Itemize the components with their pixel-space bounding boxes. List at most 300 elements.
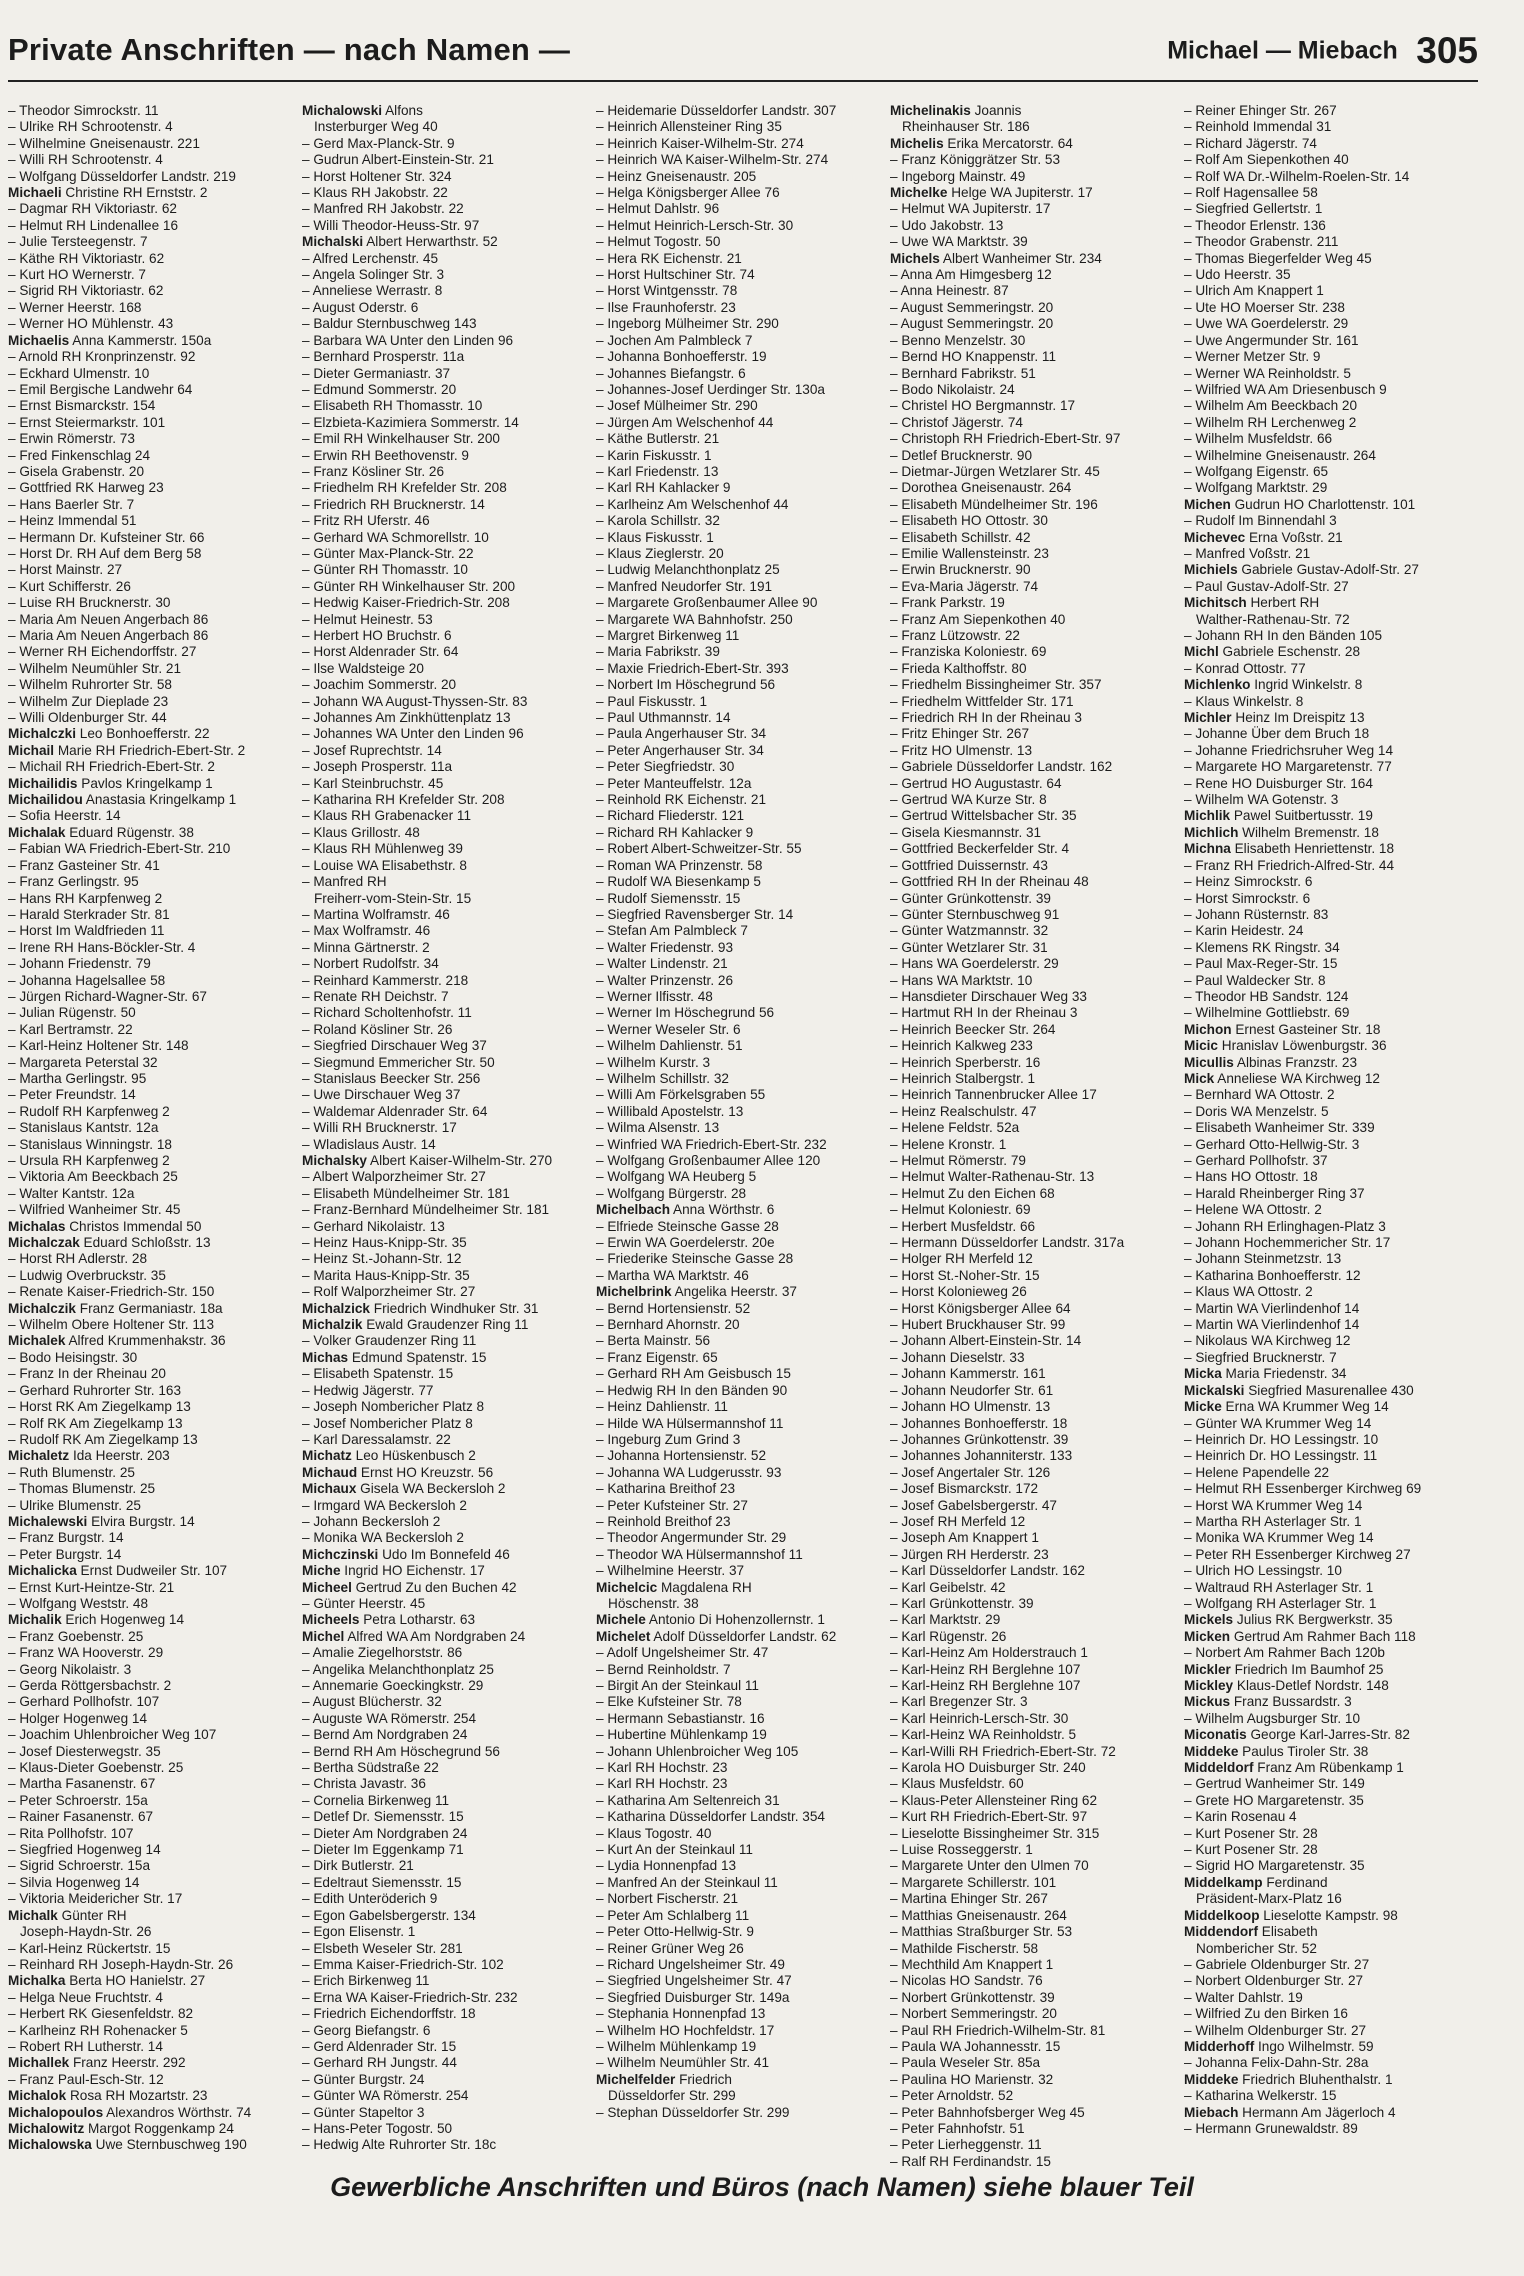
directory-entry: – Martin WA Vierlindenhof 14 bbox=[1184, 1317, 1360, 1333]
directory-entry: – Wilhelm Neumühler Str. 41 bbox=[596, 2055, 770, 2071]
directory-entry: – Gottfried RH In der Rheinau 48 bbox=[890, 874, 1089, 890]
directory-entry: – Ulrich Am Knappert 1 bbox=[1184, 283, 1324, 299]
directory-entry: – Paul Max-Reger-Str. 15 bbox=[1184, 956, 1338, 972]
directory-entry: – Heinrich Beecker Str. 264 bbox=[890, 1021, 1056, 1037]
directory-entry: Michel Alfred WA Am Nordgraben 24 bbox=[302, 1628, 526, 1644]
directory-entry: Walther-Rathenau-Str. 72 bbox=[1196, 611, 1350, 627]
directory-entry: Michler Heinz Im Dreispitz 13 bbox=[1184, 710, 1365, 726]
directory-entry: Düsseldorfer Str. 299 bbox=[608, 2088, 736, 2104]
directory-entry: – August Oderstr. 6 bbox=[302, 299, 419, 315]
directory-entry: – Franz Königgrätzer Str. 53 bbox=[890, 152, 1061, 168]
directory-entry: – Gerd Aldenrader Str. 15 bbox=[302, 2038, 457, 2054]
directory-entry: – Rudolf WA Biesenkamp 5 bbox=[596, 874, 761, 890]
directory-entry: Michalewski Elvira Burgstr. 14 bbox=[8, 1513, 195, 1529]
directory-entry: – Ursula RH Karpfenweg 2 bbox=[8, 1153, 170, 1168]
directory-entry: – Horst St.-Noher-Str. 15 bbox=[890, 1267, 1040, 1283]
directory-entry: – Friedrich RH Brucknerstr. 14 bbox=[302, 496, 485, 512]
surname: Mickus bbox=[1184, 1694, 1231, 1710]
directory-entry: – Elzbieta-Kazimiera Sommerstr. 14 bbox=[302, 414, 519, 430]
directory-entry: – Helmut Koloniestr. 69 bbox=[890, 1202, 1031, 1218]
directory-entry: – Horst RK Am Ziegelkamp 13 bbox=[8, 1399, 191, 1415]
directory-entry: – Julian Rügenstr. 50 bbox=[8, 1005, 136, 1021]
directory-entry: – Gertrud Wanheimer Str. 149 bbox=[1184, 1776, 1365, 1792]
directory-entry: – Herbert RK Giesenfeldstr. 82 bbox=[8, 2006, 194, 2022]
directory-entry: – Heinz Gneisenaustr. 205 bbox=[596, 168, 757, 184]
directory-entry: – Fritz HO Ulmenstr. 13 bbox=[890, 742, 1033, 758]
directory-entry: – Franz Goebenstr. 25 bbox=[8, 1628, 144, 1644]
directory-entry: – Waltraud RH Asterlager Str. 1 bbox=[1184, 1579, 1374, 1595]
directory-entry: – Stanislaus Beecker Str. 256 bbox=[302, 1070, 481, 1086]
directory-entry: – Karl Grünkottenstr. 39 bbox=[890, 1595, 1034, 1611]
directory-entry: – Willi RH Brucknerstr. 17 bbox=[302, 1120, 457, 1136]
directory-entry: – Peter Manteuffelstr. 12a bbox=[596, 775, 752, 791]
directory-entry: – Siegfried Ravensberger Str. 14 bbox=[596, 906, 794, 922]
directory-entry: – Robert Albert-Schweitzer-Str. 55 bbox=[596, 841, 802, 857]
surname: Michalek bbox=[8, 1333, 66, 1349]
directory-entry: Michels Albert Wanheimer Str. 234 bbox=[890, 250, 1102, 266]
directory-entry: – Heinrich WA Kaiser-Wilhelm-Str. 274 bbox=[596, 152, 829, 168]
directory-entry: Michelbach Anna Wörthstr. 6 bbox=[596, 1202, 775, 1218]
directory-column-3 bbox=[596, 103, 890, 2125]
directory-entry: – Auguste WA Römerstr. 254 bbox=[302, 1710, 477, 1726]
directory-entry: – Heinz Immendal 51 bbox=[8, 513, 137, 529]
directory-entry: Midderhoff Ingo Wilhelmstr. 59 bbox=[1184, 2038, 1374, 2054]
directory-entry: Micic Hranislav Löwenburgstr. 36 bbox=[1184, 1038, 1387, 1054]
directory-entry: Mickalski Siegfried Masurenallee 430 bbox=[1184, 1382, 1414, 1398]
directory-entry: – Paula WA Johannesstr. 15 bbox=[890, 2038, 1061, 2054]
directory-entry: – Hansdieter Dirschauer Weg 33 bbox=[890, 988, 1087, 1004]
directory-entry: Middendorf Elisabeth bbox=[1184, 1924, 1318, 1940]
directory-entry: – Dieter Am Nordgraben 24 bbox=[302, 1825, 468, 1841]
directory-entry: – Cornelia Birkenweg 11 bbox=[302, 1792, 450, 1808]
directory-entry: – Günter Watzmannstr. 32 bbox=[890, 923, 1049, 939]
directory-entry: – Erwin Römerstr. 73 bbox=[8, 431, 135, 447]
directory-entry: – Horst Kolonieweg 26 bbox=[890, 1284, 1027, 1300]
directory-entry: – Hans RH Karpfenweg 2 bbox=[8, 890, 163, 906]
directory-entry: – Josef Bismarckstr. 172 bbox=[890, 1481, 1039, 1497]
directory-entry: – Katharina Düsseldorfer Landstr. 354 bbox=[596, 1809, 825, 1825]
directory-entry: Micka Maria Friedenstr. 34 bbox=[1184, 1366, 1347, 1382]
directory-entry: – Heinz Realschulstr. 47 bbox=[890, 1103, 1037, 1119]
directory-entry: – Gerda Röttgersbachstr. 2 bbox=[8, 1678, 172, 1693]
directory-entry: – August Semmeringstr. 20 bbox=[890, 316, 1054, 332]
directory-entry: – Johanna Hortensienstr. 52 bbox=[596, 1448, 767, 1464]
surname: Michalzik bbox=[302, 1317, 363, 1333]
directory-entry: – Peter Schroerstr. 15a bbox=[8, 1792, 148, 1808]
directory-entry: – Bernhard WA Ottostr. 2 bbox=[1184, 1087, 1335, 1103]
directory-entry: – Bertha Südstraße 22 bbox=[302, 1760, 439, 1776]
directory-entry: Präsident-Marx-Platz 16 bbox=[1196, 1891, 1342, 1907]
directory-entry: – Willi Am Förkelsgraben 55 bbox=[596, 1087, 766, 1103]
directory-entry: – Detlef Brucknerstr. 90 bbox=[890, 447, 1033, 463]
directory-entry: – Peter RH Essenberger Kirchweg 27 bbox=[1184, 1546, 1411, 1562]
directory-entry: – Luise Rosseggerstr. 1 bbox=[890, 1842, 1033, 1858]
directory-entry: – Fritz Ehinger Str. 267 bbox=[890, 726, 1030, 742]
directory-entry: – Kurt HO Wernerstr. 7 bbox=[8, 267, 146, 283]
directory-entry: – Johannes Grünkottenstr. 39 bbox=[890, 1431, 1069, 1447]
directory-entry: – Margarete Großenbaumer Allee 90 bbox=[596, 595, 818, 611]
directory-entry: – Karl Geibelstr. 42 bbox=[890, 1579, 1006, 1595]
directory-entry: – Karl-Heinz Rückertstr. 15 bbox=[8, 1940, 171, 1956]
surname: Michailidis bbox=[8, 775, 78, 791]
directory-entry: – Karl RH Hochstr. 23 bbox=[596, 1760, 728, 1776]
directory-entry: Michelbrink Angelika Heerstr. 37 bbox=[596, 1284, 797, 1300]
directory-entry: Michelinakis Joannis bbox=[890, 103, 1022, 118]
surname: Michelet bbox=[596, 1628, 651, 1644]
directory-entry: – Peter Siegfriedstr. 30 bbox=[596, 759, 735, 775]
directory-entry: – Siegfried Hogenweg 14 bbox=[8, 1842, 161, 1858]
directory-entry: – Ludwig Melanchthonplatz 25 bbox=[596, 562, 780, 578]
directory-entry: – Margareta Peterstal 32 bbox=[8, 1054, 158, 1070]
directory-entry: – Paul RH Friedrich-Wilhelm-Str. 81 bbox=[890, 2022, 1106, 2038]
directory-entry: – Werner HO Mühlenstr. 43 bbox=[8, 316, 174, 332]
directory-entry: – Johann Uhlenbroicher Weg 105 bbox=[596, 1743, 799, 1759]
directory-entry: – Helmut Heinestr. 53 bbox=[302, 611, 433, 627]
directory-entry: – Lydia Honnenpfad 13 bbox=[596, 1858, 737, 1874]
directory-entry: – Volker Graudenzer Ring 11 bbox=[302, 1333, 477, 1349]
directory-entry: Michailidou Anastasia Kringelkamp 1 bbox=[8, 792, 237, 808]
directory-entry: – Manfred RH bbox=[302, 874, 387, 890]
directory-entry: Michalik Erich Hogenweg 14 bbox=[8, 1612, 185, 1628]
directory-entry: – Stanislaus Kantstr. 12a bbox=[8, 1120, 159, 1136]
directory-entry: – Hans Baerler Str. 7 bbox=[8, 496, 135, 512]
footer-note: Gewerbliche Anschriften und Büros (nach Namen) siehe blauer Teil bbox=[330, 2172, 1194, 2202]
directory-entry: – Nicolas HO Sandstr. 76 bbox=[890, 1973, 1043, 1989]
directory-entry: – Helene Feldstr. 52a bbox=[890, 1120, 1020, 1136]
directory-entry: – Frieda Kalthoffstr. 80 bbox=[890, 660, 1027, 676]
directory-entry: – Gerhard Ruhrorter Str. 163 bbox=[8, 1382, 182, 1398]
surname: Michlich bbox=[1184, 824, 1239, 840]
directory-entry: – Günter RH Winkelhauser Str. 200 bbox=[302, 578, 516, 594]
directory-entry: – Rolf Walporzheimer Str. 27 bbox=[302, 1284, 476, 1300]
directory-entry: Michalka Berta HO Hanielstr. 27 bbox=[8, 1973, 206, 1989]
directory-entry: – Elisabeth Spatenstr. 15 bbox=[302, 1366, 454, 1382]
directory-entry: – Wilfried Wanheimer Str. 45 bbox=[8, 1202, 181, 1218]
surname: Michalowski bbox=[302, 103, 383, 118]
surname: Michalok bbox=[8, 2088, 67, 2104]
directory-entry: – Annemarie Goeckingkstr. 29 bbox=[302, 1678, 484, 1693]
directory-entry: – Klaus RH Jakobstr. 22 bbox=[302, 185, 448, 201]
directory-entry: Miconatis George Karl-Jarres-Str. 82 bbox=[1184, 1727, 1410, 1743]
surname: Michevec bbox=[1184, 529, 1246, 545]
directory-entry: – Werner Heerstr. 168 bbox=[8, 299, 142, 315]
directory-entry: – Hubert Bruckhauser Str. 99 bbox=[890, 1317, 1066, 1333]
directory-entry: – Werner Metzer Str. 9 bbox=[1184, 349, 1321, 365]
directory-entry: – Johanna Felix-Dahn-Str. 28a bbox=[1184, 2055, 1369, 2071]
directory-entry: – Theodor HB Sandstr. 124 bbox=[1184, 988, 1349, 1004]
surname: Michon bbox=[1184, 1021, 1232, 1037]
directory-entry: – Günter Burgstr. 24 bbox=[302, 2071, 425, 2087]
directory-entry: – Helmut RH Essenberger Kirchweg 69 bbox=[1184, 1481, 1422, 1497]
directory-entry: Mickus Franz Bussardstr. 3 bbox=[1184, 1694, 1352, 1710]
directory-entry: Michen Gudrun HO Charlottenstr. 101 bbox=[1184, 496, 1416, 512]
directory-entry: – Franz Paul-Esch-Str. 12 bbox=[8, 2071, 164, 2087]
directory-entry: – Wilhelm HO Hochfeldstr. 17 bbox=[596, 2022, 775, 2038]
directory-entry: – Martina Ehinger Str. 267 bbox=[890, 1891, 1048, 1907]
directory-entry: – Paul Waldecker Str. 8 bbox=[1184, 972, 1326, 988]
directory-column-1 bbox=[8, 103, 302, 2153]
directory-entry: – Helene WA Ottostr. 2 bbox=[1184, 1202, 1322, 1218]
directory-entry: – Frank Parkstr. 19 bbox=[890, 595, 1005, 611]
directory-entry: – Gabriele Düsseldorfer Landstr. 162 bbox=[890, 759, 1113, 775]
directory-entry: – Horst Holtener Str. 324 bbox=[302, 168, 452, 184]
directory-entry: – Ingeborg Mülheimer Str. 290 bbox=[596, 316, 779, 332]
directory-entry: – Siegfried Dirschauer Weg 37 bbox=[302, 1038, 487, 1054]
section-title: Private Anschriften — nach Namen — bbox=[8, 32, 571, 67]
directory-entry: – Karl Steinbruchstr. 45 bbox=[302, 775, 444, 791]
directory-entry: – Helmut Zu den Eichen 68 bbox=[890, 1185, 1055, 1201]
directory-entry: – Dieter Im Eggenkamp 71 bbox=[302, 1842, 464, 1858]
surname: Michalopoulos bbox=[8, 2104, 104, 2120]
directory-entry: – Günter WA Römerstr. 254 bbox=[302, 2088, 469, 2104]
directory-entry: – Karin Heidestr. 24 bbox=[1184, 923, 1304, 939]
directory-entry: – Karl-Heinz RH Berglehne 107 bbox=[890, 1661, 1081, 1677]
surname: Michelfelder bbox=[596, 2071, 676, 2087]
directory-entry: – Jürgen Richard-Wagner-Str. 67 bbox=[8, 988, 207, 1004]
directory-entry: – Wolfgang RH Asterlager Str. 1 bbox=[1184, 1595, 1377, 1611]
directory-entry: Michiels Gabriele Gustav-Adolf-Str. 27 bbox=[1184, 562, 1419, 578]
directory-entry: Michalk Günter RH bbox=[8, 1907, 127, 1923]
surname: Michatz bbox=[302, 1448, 352, 1464]
directory-entry: – Erwin RH Beethovenstr. 9 bbox=[302, 447, 469, 463]
directory-entry: – Peter Am Schlalberg 11 bbox=[596, 1907, 750, 1923]
directory-entry: – Heinrich Sperberstr. 16 bbox=[890, 1054, 1041, 1070]
directory-entry: Michlik Pawel Suitbertusstr. 19 bbox=[1184, 808, 1373, 824]
surname: Michelke bbox=[890, 185, 948, 201]
directory-entry: – Reinhard Kammerstr. 218 bbox=[302, 972, 469, 988]
directory-entry: – Horst Simrockstr. 6 bbox=[1184, 890, 1311, 906]
directory-entry: – Willi RH Schrootenstr. 4 bbox=[8, 152, 163, 168]
directory-entry: – Josef RH Merfeld 12 bbox=[890, 1513, 1026, 1529]
directory-entry: – Klaus Winkelstr. 8 bbox=[1184, 693, 1304, 709]
directory-entry: – Horst Dr. RH Auf dem Berg 58 bbox=[8, 545, 202, 561]
surname: Micka bbox=[1184, 1366, 1222, 1382]
directory-entry: – Karl Düsseldorfer Landstr. 162 bbox=[890, 1563, 1085, 1579]
directory-entry: – Viktoria Am Beeckbach 25 bbox=[8, 1169, 178, 1185]
directory-entry: – Helmut Römerstr. 79 bbox=[890, 1153, 1026, 1168]
directory-entry: – Manfred Neudorfer Str. 191 bbox=[596, 578, 773, 594]
directory-entry: – Johann WA August-Thyssen-Str. 83 bbox=[302, 693, 528, 709]
directory-entry: Michitsch Herbert RH bbox=[1184, 595, 1320, 611]
directory-entry: – Monika WA Beckersloh 2 bbox=[302, 1530, 464, 1546]
directory-entry: Michail Marie RH Friedrich-Ebert-Str. 2 bbox=[8, 742, 246, 758]
directory-entry: Micheels Petra Lotharstr. 63 bbox=[302, 1612, 476, 1628]
surname: Michaelis bbox=[8, 332, 70, 348]
surname: Michl bbox=[1184, 644, 1219, 660]
directory-entry: – Theodor Erlenstr. 136 bbox=[1184, 217, 1326, 233]
directory-entry: – Wilhelm Zur Dieplade 23 bbox=[8, 693, 169, 709]
surname: Michaletz bbox=[8, 1448, 70, 1464]
directory-entry: Miche Ingrid HO Eichenstr. 17 bbox=[302, 1563, 485, 1579]
directory-entry: – Helene Papendelle 22 bbox=[1184, 1464, 1330, 1480]
directory-entry: – Rudolf Siemensstr. 15 bbox=[596, 890, 741, 906]
surname: Michalowska bbox=[8, 2137, 92, 2153]
directory-entry: – Ruth Blumenstr. 25 bbox=[8, 1464, 135, 1480]
directory-entry: – Gabriele Oldenburger Str. 27 bbox=[1184, 1956, 1370, 1972]
directory-entry: – Franz Eigenstr. 65 bbox=[596, 1349, 718, 1365]
directory-entry: – Katharina RH Krefelder Str. 208 bbox=[302, 792, 505, 808]
directory-entry: – Joseph Nombericher Platz 8 bbox=[302, 1399, 485, 1415]
directory-entry: – Werner RH Eichendorffstr. 27 bbox=[8, 644, 197, 660]
directory-entry: – Johann Beckersloh 2 bbox=[302, 1513, 441, 1529]
surname: Miche bbox=[302, 1563, 341, 1579]
directory-entry: – Herbert Musfeldstr. 66 bbox=[890, 1218, 1036, 1234]
directory-entry: – Karl Marktstr. 29 bbox=[890, 1612, 1001, 1628]
directory-entry: – Heinrich Dr. HO Lessingstr. 10 bbox=[1184, 1431, 1379, 1447]
directory-entry: – Gerhard RH Jungstr. 44 bbox=[302, 2055, 457, 2071]
directory-entry: Middeke Friedrich Bluhenthalstr. 1 bbox=[1184, 2071, 1393, 2087]
directory-entry: – Sofia Heerstr. 14 bbox=[8, 808, 121, 824]
directory-entry: – Berta Mainstr. 56 bbox=[596, 1333, 711, 1349]
directory-entry: – Paula Weseler Str. 85a bbox=[890, 2055, 1041, 2071]
directory-entry: – Richard Ungelsheimer Str. 49 bbox=[596, 1956, 785, 1972]
directory-entry: Michelcic Magdalena RH bbox=[596, 1579, 752, 1595]
directory-entry: – Thomas Blumenstr. 25 bbox=[8, 1481, 156, 1497]
directory-entry: – Johann Neudorfer Str. 61 bbox=[890, 1382, 1054, 1398]
directory-entry: – Klaus RH Mühlenweg 39 bbox=[302, 841, 463, 857]
directory-entry: – Bernd RH Am Höschegrund 56 bbox=[302, 1743, 500, 1759]
directory-entry: – Karl-Heinz RH Berglehne 107 bbox=[890, 1678, 1081, 1693]
directory-entry: – Katharina Welkerstr. 15 bbox=[1184, 2088, 1337, 2104]
surname: Michaud bbox=[302, 1464, 358, 1480]
directory-entry: – Johann RH Erlinghagen-Platz 3 bbox=[1184, 1218, 1386, 1234]
directory-entry: – Edmund Sommerstr. 20 bbox=[302, 381, 457, 397]
directory-entry: – Elisabeth HO Ottostr. 30 bbox=[890, 513, 1048, 529]
directory-entry: – Heinz St.-Johann-Str. 12 bbox=[302, 1251, 462, 1267]
directory-entry: – Hermann Grunewaldstr. 89 bbox=[1184, 2120, 1358, 2136]
directory-entry: – Maxie Friedrich-Ebert-Str. 393 bbox=[596, 660, 789, 676]
surname: Middeke bbox=[1184, 2071, 1239, 2087]
directory-entry: Michalak Eduard Rügenstr. 38 bbox=[8, 824, 194, 840]
directory-entry: – Jochen Am Palmbleck 7 bbox=[596, 332, 753, 348]
directory-entry: – Christof Jägerstr. 74 bbox=[890, 414, 1023, 430]
directory-entry: – Hermann Düsseldorfer Landstr. 317a bbox=[890, 1235, 1125, 1251]
directory-entry: – Heinrich Dr. HO Lessingstr. 11 bbox=[1184, 1448, 1378, 1464]
directory-entry: – Siegfried Ungelsheimer Str. 47 bbox=[596, 1973, 792, 1989]
directory-entry: Michczinski Udo Im Bonnefeld 46 bbox=[302, 1546, 510, 1562]
directory-entry: – Elsbeth Weseler Str. 281 bbox=[302, 1940, 463, 1956]
directory-entry: – Angelika Melanchthonplatz 25 bbox=[302, 1661, 494, 1677]
directory-entry: – Siegfried Duisburger Str. 149a bbox=[596, 1989, 790, 2005]
directory-entry: Michaux Gisela WA Beckersloh 2 bbox=[302, 1481, 506, 1497]
surname: Michczinski bbox=[302, 1546, 379, 1562]
directory-entry: – Walter Lindenstr. 21 bbox=[596, 956, 728, 972]
directory-entry: – Mechthild Am Knappert 1 bbox=[890, 1956, 1054, 1972]
surname: Michels bbox=[890, 250, 940, 266]
directory-entry: Michon Ernest Gasteiner Str. 18 bbox=[1184, 1021, 1381, 1037]
directory-entry: – Roland Kösliner Str. 26 bbox=[302, 1021, 453, 1037]
directory-entry: – Franz RH Friedrich-Alfred-Str. 44 bbox=[1184, 857, 1395, 873]
directory-entry: – Renate RH Deichstr. 7 bbox=[302, 988, 449, 1004]
directory-entry: – Ulrike RH Schrootenstr. 4 bbox=[8, 119, 173, 135]
directory-entry: – Karl-Heinz Am Holderstrauch 1 bbox=[890, 1645, 1088, 1661]
directory-entry: Michalek Alfred Krummenhakstr. 36 bbox=[8, 1333, 226, 1349]
directory-entry: – Rolf RK Am Ziegelkamp 13 bbox=[8, 1415, 183, 1431]
directory-entry: – Günter Stapeltor 3 bbox=[302, 2104, 425, 2120]
surname: Michalk bbox=[8, 1907, 58, 1923]
directory-entry: – Peter Arnoldstr. 52 bbox=[890, 2088, 1014, 2104]
directory-entry: Michallek Franz Heerstr. 292 bbox=[8, 2055, 186, 2071]
directory-entry: Michevec Erna Voßstr. 21 bbox=[1184, 529, 1343, 545]
directory-entry: – Elisabeth Schillstr. 42 bbox=[890, 529, 1031, 545]
directory-entry: – Rudolf RK Am Ziegelkamp 13 bbox=[8, 1431, 198, 1447]
directory-entry: – Theodor Simrockstr. 11 bbox=[8, 103, 159, 118]
directory-entry: – Wilhelm Augsburger Str. 10 bbox=[1184, 1710, 1361, 1726]
directory-entry: Michalczak Eduard Schloßstr. 13 bbox=[8, 1235, 211, 1251]
directory-entry: – Marita Haus-Knipp-Str. 35 bbox=[302, 1267, 470, 1283]
directory-entry: – Rita Pollhofstr. 107 bbox=[8, 1825, 134, 1841]
directory-entry: – Roman WA Prinzenstr. 58 bbox=[596, 857, 763, 873]
directory-entry: – Walter Kantstr. 12a bbox=[8, 1185, 135, 1201]
directory-entry: – Edeltraut Siemensstr. 15 bbox=[302, 1874, 462, 1890]
directory-entry: – Margret Birkenweg 11 bbox=[596, 628, 740, 643]
directory-entry: Michelke Helge WA Jupiterstr. 17 bbox=[890, 185, 1093, 201]
directory-entry: – Margarete HO Margaretenstr. 77 bbox=[1184, 759, 1392, 775]
directory-entry: – Wilfried Zu den Birken 16 bbox=[1184, 2006, 1348, 2022]
directory-entry: – Elisabeth RH Thomasstr. 10 bbox=[302, 398, 483, 414]
directory-entry: – Maria Am Neuen Angerbach 86 bbox=[8, 628, 209, 643]
directory-entry: – Peter Burgstr. 14 bbox=[8, 1546, 122, 1562]
directory-entry: – Georg Nikolaistr. 3 bbox=[8, 1661, 132, 1677]
directory-entry: – Katharina Bonhoefferstr. 12 bbox=[1184, 1267, 1361, 1283]
directory-entry: – Wilfried WA Am Driesenbusch 9 bbox=[1184, 381, 1387, 397]
directory-entry: – Gottfried Beckerfelder Str. 4 bbox=[890, 841, 1070, 857]
directory-entry: – Ralf RH Ferdinandstr. 15 bbox=[890, 2153, 1051, 2169]
surname: Michalak bbox=[8, 824, 66, 840]
directory-entry: – Klaus WA Ottostr. 2 bbox=[1184, 1284, 1313, 1300]
surname: Michele bbox=[596, 1612, 646, 1628]
directory-entry: – Wilhelm Dahlienstr. 51 bbox=[596, 1038, 743, 1054]
directory-entry: – Willi Theodor-Heuss-Str. 97 bbox=[302, 217, 480, 233]
directory-entry: – Friedrich Eichendorffstr. 18 bbox=[302, 2006, 476, 2022]
directory-entry: – Wilhelm Kurstr. 3 bbox=[596, 1054, 711, 1070]
directory-entry: – Ulrich HO Lessingstr. 10 bbox=[1184, 1563, 1342, 1579]
surname: Michitsch bbox=[1184, 595, 1247, 611]
directory-entry: – Eckhard Ulmenstr. 10 bbox=[8, 365, 150, 381]
directory-entry: – Egon Gabelsbergerstr. 134 bbox=[302, 1907, 476, 1923]
directory-entry: – Karl RH Kahlacker 9 bbox=[596, 480, 731, 496]
surname: Michlik bbox=[1184, 808, 1231, 824]
directory-entry: – Franz Lützowstr. 22 bbox=[890, 628, 1020, 643]
directory-entry: – Wolfgang Großenbaumer Allee 120 bbox=[596, 1153, 821, 1168]
directory-entry: – Heinrich Kaiser-Wilhelm-Str. 274 bbox=[596, 135, 804, 151]
directory-entry: – Hilde WA Hülsermannshof 11 bbox=[596, 1415, 784, 1431]
directory-entry: Middeke Paulus Tiroler Str. 38 bbox=[1184, 1743, 1369, 1759]
directory-entry: – Sigrid RH Viktoriastr. 62 bbox=[8, 283, 164, 299]
directory-entry: – Klemens RK Ringstr. 34 bbox=[1184, 939, 1340, 955]
directory-entry: – Norbert Grünkottenstr. 39 bbox=[890, 1989, 1055, 2005]
directory-entry: – Karl Heinrich-Lersch-Str. 30 bbox=[890, 1710, 1069, 1726]
directory-entry: – Willibald Apostelstr. 13 bbox=[596, 1103, 744, 1119]
directory-entry: – Martha Fasanenstr. 67 bbox=[8, 1776, 156, 1792]
surname: Michas bbox=[302, 1349, 349, 1365]
surname: Midderhoff bbox=[1184, 2038, 1255, 2054]
directory-entry: – Erna WA Kaiser-Friedrich-Str. 232 bbox=[302, 1989, 518, 2005]
directory-entry: – Bernd Am Nordgraben 24 bbox=[302, 1727, 468, 1743]
directory-entry: – Gerhard Otto-Hellwig-Str. 3 bbox=[1184, 1136, 1360, 1152]
directory-entry: – Heinrich Tannenbrucker Allee 17 bbox=[890, 1087, 1097, 1103]
directory-entry: – Theodor Grabenstr. 211 bbox=[1184, 234, 1339, 250]
directory-entry: – Christel HO Bergmannstr. 17 bbox=[890, 398, 1076, 414]
directory-entry: – Karlheinz Am Welschenhof 44 bbox=[596, 496, 789, 512]
page-header bbox=[8, 30, 1478, 82]
directory-entry: – Johann RH In den Bänden 105 bbox=[1184, 628, 1383, 643]
directory-entry: – Margarete Schillerstr. 101 bbox=[890, 1874, 1057, 1890]
directory-entry: – Horst Aldenrader Str. 64 bbox=[302, 644, 459, 660]
directory-entry: – Peter Kufsteiner Str. 27 bbox=[596, 1497, 748, 1513]
directory-entry: – Rolf Hagensallee 58 bbox=[1184, 185, 1318, 201]
directory-entry: – Stanislaus Winningstr. 18 bbox=[8, 1136, 172, 1152]
